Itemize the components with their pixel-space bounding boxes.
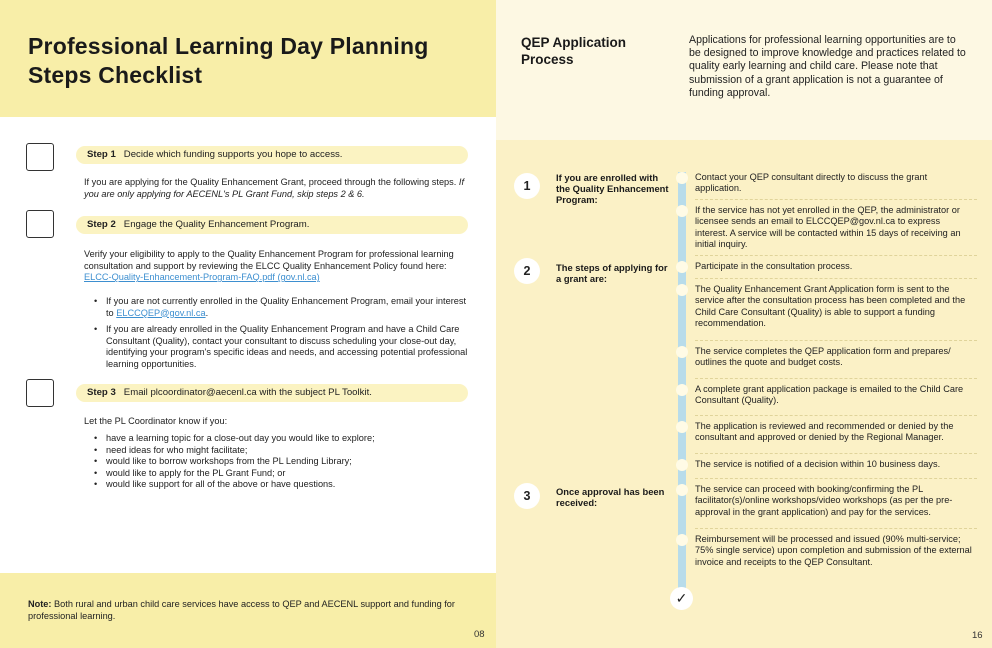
timeline-item: Participate in the consultation process.	[695, 261, 853, 271]
qep-description: Applications for professional learning opportunities are to be designed to improve knowledge and practices related to quality early learning and child care. Please note that submission of a grant application is not a guarantee of funding approval.	[689, 34, 966, 99]
timeline-item: A complete grant application package is emailed to the Child Care Consultant (Quality).	[695, 384, 964, 406]
divider	[695, 199, 977, 200]
bullet-glyph: •	[94, 296, 98, 306]
timeline-item: The service can proceed with booking/confirming the PL facilitator(s)/online workshops/video workshops (as per the pre-approval in the grant application) and pay for the services.	[695, 484, 953, 517]
step-2-pill	[76, 216, 468, 234]
list-item	[92, 456, 468, 468]
note	[28, 599, 468, 622]
bullet-text: would like to apply for the PL Grant Fund; or	[106, 467, 286, 478]
step-3-number: Step 3	[87, 387, 116, 398]
timeline-dot	[676, 384, 688, 396]
divider	[695, 528, 977, 529]
timeline-dot	[676, 284, 688, 296]
step-3-bullets	[92, 433, 468, 491]
step-1-number: Step 1	[87, 149, 116, 160]
timeline-item: The Quality Enhancement Grant Application form is sent to the service after the consultation process has been completed and the Child Care Consultant (Quality) is able to support a funding recommendation.	[695, 284, 966, 328]
step-3-checkbox[interactable]	[26, 379, 54, 407]
divider	[695, 478, 977, 479]
bullet-glyph: •	[94, 433, 98, 443]
bullet-text: would like to borrow workshops from the PL Lending Library;	[106, 456, 352, 467]
section-1-number: 1	[514, 173, 540, 199]
list-item	[92, 324, 468, 370]
timeline-item: If the service has not yet enrolled in the QEP, the administrator or licensee sends an email to ELCCQEP@gov.nl.ca to express interest. A service will be contacted within 15 days of receiving an initial inquiry.	[695, 205, 961, 249]
step-1-body-italic: If you are only applying for AECENL's PL Grant Fund, skip steps 2 & 6.	[84, 177, 464, 199]
divider	[695, 340, 977, 341]
timeline-item: The service completes the QEP application form and prepares/ outlines the quote and budget costs.	[695, 346, 951, 368]
bullet-text: need ideas for who might facilitate;	[106, 444, 248, 455]
step-3-body: Let the PL Coordinator know if you:	[84, 416, 228, 426]
timeline-item: Reimbursement will be processed and issued (90% multi-service; 75% single service) upon completion and submission of the external invoice and receipts to the QEP Consultant.	[695, 534, 972, 567]
step-3-text: Email plcoordinator@aecenl.ca with the subject PL Toolkit.	[123, 387, 372, 398]
timeline-dot	[676, 205, 688, 217]
list-item	[92, 296, 468, 319]
timeline-dot	[676, 534, 688, 546]
qep-faq-link[interactable]: ELCC-Quality-Enhancement-Program-FAQ.pdf (gov.nl.ca)	[84, 272, 320, 283]
step-2-checkbox[interactable]	[26, 210, 54, 238]
list-item	[92, 445, 468, 457]
bullet-glyph: •	[94, 467, 98, 478]
timeline-item: Contact your QEP consultant directly to discuss the grant application.	[695, 172, 928, 194]
left-page-number: 08	[474, 629, 485, 640]
bullet-glyph: •	[94, 324, 98, 335]
bullet-text: would like support for all of the above or have questions.	[106, 479, 336, 490]
divider	[695, 278, 977, 279]
step-3-pill	[76, 384, 468, 402]
timeline-item: The application is reviewed and recommended or denied by the consultant and approved or denied by the Regional Manager.	[695, 421, 954, 443]
divider	[695, 453, 977, 454]
bullet-glyph: •	[94, 479, 98, 490]
step-1-body-text: If you are applying for the Quality Enhancement Grant, proceed through the following steps.	[84, 177, 457, 187]
divider	[695, 255, 977, 256]
section-1-label: If you are enrolled with the Quality Enhancement Program:	[556, 172, 669, 206]
timeline-dot	[676, 421, 688, 433]
step-1-pill	[76, 146, 468, 164]
bullet-end: .	[205, 307, 209, 318]
step-2-bullets	[92, 296, 468, 376]
list-item	[92, 479, 468, 491]
list-item	[92, 468, 468, 480]
elccqep-email-link[interactable]: ELCCQEP@gov.nl.ca	[116, 307, 206, 318]
page-title: Professional Learning Day Planning Steps Checklist	[28, 33, 429, 88]
step-1-text: Decide which funding supports you hope to access.	[123, 149, 343, 160]
timeline-item: The service is notified of a decision within 10 business days.	[695, 459, 941, 469]
timeline-dot	[676, 346, 688, 358]
timeline-dot	[676, 261, 688, 273]
step-2-body	[84, 249, 468, 284]
checkmark-icon: ✓	[670, 587, 693, 610]
section-2-label: The steps of applying for a grant are:	[556, 262, 668, 285]
step-1-body	[84, 177, 468, 200]
divider	[695, 415, 977, 416]
timeline-dot	[676, 484, 688, 496]
note-body: Both rural and urban child care services have access to QEP and AECENL support and funding for professional learning.	[28, 599, 455, 621]
right-page-number: 16	[972, 630, 983, 641]
section-2-number: 2	[514, 258, 540, 284]
step-1-checkbox[interactable]	[26, 143, 54, 171]
qep-title: QEP Application Process	[521, 35, 627, 67]
bullet-glyph: •	[94, 456, 98, 467]
note-label: Note:	[28, 599, 52, 609]
bullet-glyph: •	[94, 444, 98, 455]
section-3-number: 3	[514, 483, 540, 509]
timeline-dot	[676, 172, 688, 184]
bullet-text: If you are already enrolled in the Quality Enhancement Program and have a Child Care Consultant (Quality), contact your consultant to discuss scheduling your close-out day, identifying your program's specific ideas and needs, and accessing potential professional learning opportunities.	[106, 324, 468, 369]
right-page	[496, 0, 992, 648]
bullet-text: If you are not currently enrolled in the Quality Enhancement Program, email your interest to	[106, 296, 467, 318]
step-2-number: Step 2	[87, 219, 116, 230]
list-item	[92, 433, 468, 445]
bullet-text: have a learning topic for a close-out day you would like to explore;	[106, 433, 375, 443]
divider	[695, 378, 977, 379]
section-3-label: Once approval has been received:	[556, 486, 665, 509]
step-2-body-text: Verify your eligibility to apply to the Quality Enhancement Program for professional learning consultation and support by reviewing the ELCC Quality Enhancement Policy found here:	[84, 249, 454, 271]
step-2-text: Engage the Quality Enhancement Program.	[123, 219, 310, 230]
timeline-dot	[676, 459, 688, 471]
